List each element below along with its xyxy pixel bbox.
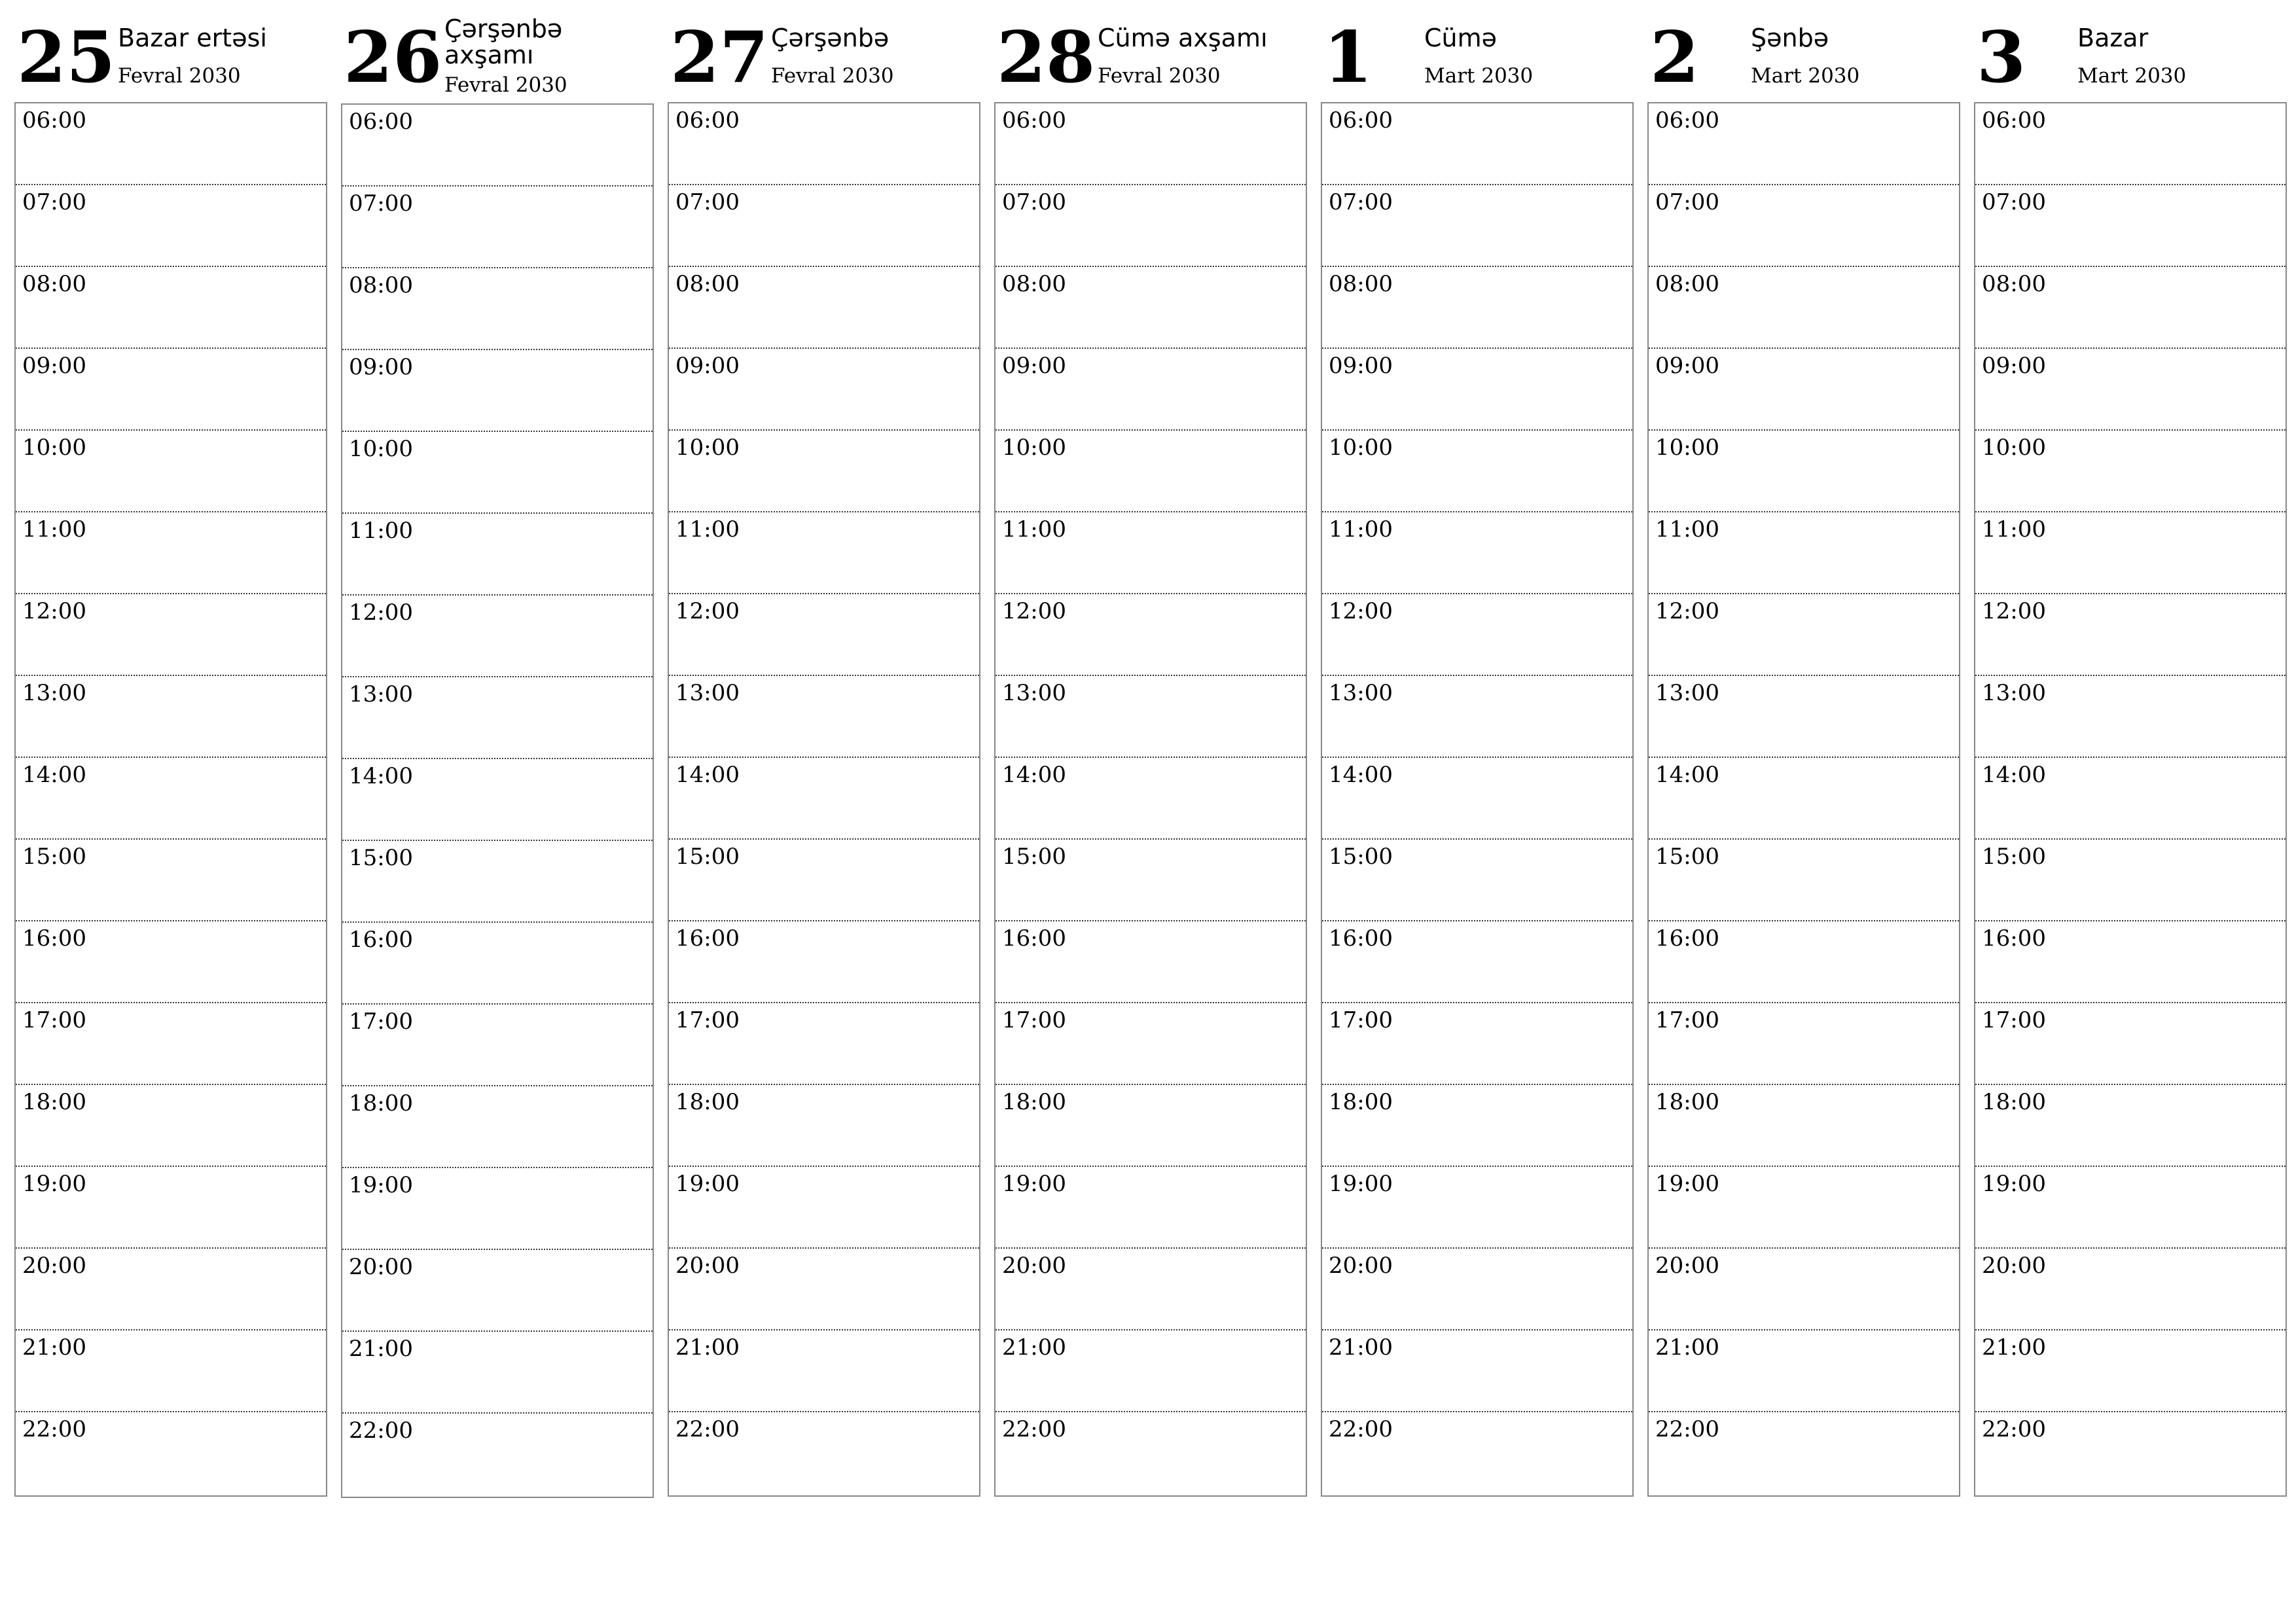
hour-label: 08:00	[1329, 271, 1393, 297]
hour-slot[interactable]	[1322, 1249, 1632, 1330]
hour-slot[interactable]	[996, 185, 1306, 267]
hour-slot[interactable]	[1322, 103, 1632, 185]
hour-slot[interactable]	[669, 840, 979, 921]
hour-label: 22:00	[22, 1416, 86, 1442]
hour-slot[interactable]	[1322, 758, 1632, 840]
hour-label: 11:00	[1329, 516, 1393, 543]
hour-slot[interactable]	[996, 512, 1306, 594]
hour-label: 10:00	[1329, 435, 1393, 461]
hour-slot[interactable]	[342, 596, 653, 677]
hour-label: 15:00	[1329, 844, 1393, 870]
hour-label: 19:00	[1329, 1171, 1393, 1197]
hour-label: 14:00	[1982, 762, 2046, 788]
hour-label: 10:00	[1982, 435, 2046, 461]
hour-label: 19:00	[22, 1171, 86, 1197]
hour-label: 14:00	[1329, 762, 1393, 788]
hour-label: 09:00	[1002, 353, 1066, 379]
hour-slot[interactable]	[1322, 185, 1632, 267]
hour-slot[interactable]	[1649, 758, 1959, 840]
hour-slot[interactable]	[1649, 103, 1959, 185]
hour-slot[interactable]	[1649, 349, 1959, 431]
hour-slot[interactable]	[342, 1250, 653, 1332]
hour-slot[interactable]	[1975, 1003, 2286, 1085]
hour-slot[interactable]	[669, 676, 979, 758]
hour-slot[interactable]	[996, 1085, 1306, 1167]
hour-label: 10:00	[22, 435, 86, 461]
hour-label: 10:00	[1002, 435, 1066, 461]
hour-label: 12:00	[1002, 598, 1066, 624]
hour-label: 22:00	[1329, 1416, 1393, 1442]
hour-label: 15:00	[1002, 844, 1066, 870]
hour-slot[interactable]	[1322, 1085, 1632, 1167]
hour-slot[interactable]	[1649, 1330, 1959, 1412]
hour-slot[interactable]	[669, 594, 979, 676]
hour-label: 22:00	[1002, 1416, 1066, 1442]
hour-label: 21:00	[1329, 1334, 1393, 1361]
hour-slot[interactable]	[996, 103, 1306, 185]
hour-slot[interactable]	[669, 431, 979, 512]
hour-slot[interactable]	[669, 921, 979, 1003]
hour-label: 20:00	[1655, 1253, 1719, 1279]
hour-label: 17:00	[1655, 1007, 1719, 1033]
hour-slot[interactable]	[669, 349, 979, 431]
hour-label: 20:00	[1002, 1253, 1066, 1279]
hour-slot[interactable]	[1975, 103, 2286, 185]
hour-slot[interactable]	[669, 758, 979, 840]
hour-label: 11:00	[1982, 516, 2046, 543]
hour-slot[interactable]	[1975, 185, 2286, 267]
day-month: Fevral 2030	[1098, 64, 1221, 88]
day-month: Mart 2030	[2077, 64, 2187, 88]
hour-slot[interactable]	[1649, 1412, 1959, 1494]
hour-label: 13:00	[22, 680, 86, 706]
hour-slot[interactable]	[1975, 1167, 2286, 1249]
hour-label: 13:00	[349, 681, 413, 707]
hour-label: 21:00	[349, 1336, 413, 1362]
hour-label: 07:00	[22, 189, 86, 215]
hour-slot[interactable]	[1649, 1085, 1959, 1167]
hour-slot[interactable]	[1322, 840, 1632, 921]
hour-slot[interactable]	[669, 267, 979, 349]
hour-label: 20:00	[675, 1253, 740, 1279]
day-header	[1647, 0, 1960, 98]
hour-slot[interactable]	[1649, 431, 1959, 512]
hour-label: 12:00	[675, 598, 740, 624]
day-name: Bazar ertəsi	[118, 24, 267, 52]
hour-slot[interactable]	[16, 921, 326, 1003]
hour-slot[interactable]	[1322, 921, 1632, 1003]
hour-label: 17:00	[675, 1007, 740, 1033]
hour-label: 16:00	[349, 927, 413, 953]
hour-label: 15:00	[1982, 844, 2046, 870]
hour-label: 07:00	[1002, 189, 1066, 215]
hour-slot[interactable]	[1975, 1412, 2286, 1494]
day-schedule-box	[1974, 102, 2287, 1497]
hour-slot[interactable]	[996, 676, 1306, 758]
hour-slot[interactable]	[996, 267, 1306, 349]
hour-label: 20:00	[1982, 1253, 2046, 1279]
hour-label: 10:00	[1655, 435, 1719, 461]
hour-slot[interactable]	[1322, 594, 1632, 676]
hour-slot[interactable]	[16, 1167, 326, 1249]
day-schedule-box	[341, 103, 654, 1498]
hour-label: 16:00	[675, 925, 740, 952]
hour-label: 21:00	[1982, 1334, 2046, 1361]
hour-slot[interactable]	[996, 431, 1306, 512]
hour-slot[interactable]	[342, 677, 653, 759]
hour-slot[interactable]	[16, 1003, 326, 1085]
hour-slot[interactable]	[996, 349, 1306, 431]
hour-slot[interactable]	[1322, 512, 1632, 594]
hour-slot[interactable]	[342, 923, 653, 1005]
hour-label: 17:00	[1329, 1007, 1393, 1033]
hour-slot[interactable]	[1322, 1003, 1632, 1085]
day-number: 25	[17, 16, 116, 99]
hour-slot[interactable]	[669, 1330, 979, 1412]
hour-label: 06:00	[1655, 107, 1719, 134]
hour-label: 07:00	[675, 189, 740, 215]
hour-label: 07:00	[349, 190, 413, 217]
hour-label: 13:00	[1655, 680, 1719, 706]
hour-label: 22:00	[1982, 1416, 2046, 1442]
day-name: Bazar	[2077, 24, 2149, 52]
hour-slot[interactable]	[16, 349, 326, 431]
day-schedule-box	[1321, 102, 1634, 1497]
hour-label: 06:00	[675, 107, 740, 134]
hour-slot[interactable]	[1649, 676, 1959, 758]
hour-label: 17:00	[1002, 1007, 1066, 1033]
hour-label: 17:00	[1982, 1007, 2046, 1033]
hour-slot[interactable]	[342, 1005, 653, 1086]
hour-label: 16:00	[1329, 925, 1393, 952]
hour-label: 11:00	[675, 516, 740, 543]
hour-label: 11:00	[22, 516, 86, 543]
hour-slot[interactable]	[669, 103, 979, 185]
day-name: Cümə	[1424, 24, 1498, 52]
hour-label: 08:00	[675, 271, 740, 297]
hour-label: 16:00	[1002, 925, 1066, 952]
hour-label: 06:00	[1329, 107, 1393, 134]
hour-slot[interactable]	[1649, 921, 1959, 1003]
hour-slot[interactable]	[996, 758, 1306, 840]
hour-label: 14:00	[22, 762, 86, 788]
day-schedule-box	[14, 102, 327, 1497]
hour-slot[interactable]	[669, 512, 979, 594]
hour-label: 19:00	[349, 1172, 413, 1198]
hour-label: 18:00	[1329, 1089, 1393, 1115]
day-number: 26	[344, 16, 442, 99]
hour-label: 21:00	[675, 1334, 740, 1361]
hour-slot[interactable]	[1975, 758, 2286, 840]
day-number: 2	[1650, 16, 1700, 99]
hour-label: 19:00	[1655, 1171, 1719, 1197]
hour-label: 14:00	[675, 762, 740, 788]
hour-label: 12:00	[22, 598, 86, 624]
day-header	[1974, 0, 2287, 98]
hour-slot[interactable]	[996, 1412, 1306, 1494]
hour-slot[interactable]	[342, 187, 653, 268]
hour-label: 08:00	[349, 272, 413, 298]
hour-label: 17:00	[22, 1007, 86, 1033]
hour-label: 22:00	[1655, 1416, 1719, 1442]
hour-label: 14:00	[1655, 762, 1719, 788]
hour-slot[interactable]	[342, 350, 653, 432]
hour-slot[interactable]	[16, 1330, 326, 1412]
hour-slot[interactable]	[342, 1414, 653, 1495]
hour-label: 09:00	[1329, 353, 1393, 379]
hour-label: 10:00	[675, 435, 740, 461]
hour-label: 22:00	[349, 1418, 413, 1444]
hour-label: 11:00	[1002, 516, 1066, 543]
day-month: Mart 2030	[1424, 64, 1534, 88]
hour-slot[interactable]	[669, 1412, 979, 1494]
hour-slot[interactable]	[16, 840, 326, 921]
hour-label: 18:00	[1002, 1089, 1066, 1115]
hour-slot[interactable]	[16, 758, 326, 840]
hour-slot[interactable]	[1322, 1412, 1632, 1494]
day-schedule-box	[668, 102, 980, 1497]
hour-slot[interactable]	[1322, 267, 1632, 349]
hour-slot[interactable]	[1975, 676, 2286, 758]
hour-slot[interactable]	[1975, 267, 2286, 349]
day-header	[994, 0, 1307, 98]
hour-slot[interactable]	[16, 594, 326, 676]
hour-slot[interactable]	[1322, 1167, 1632, 1249]
hour-label: 16:00	[22, 925, 86, 952]
day-month: Mart 2030	[1751, 64, 1860, 88]
hour-label: 13:00	[675, 680, 740, 706]
hour-slot[interactable]	[669, 1249, 979, 1330]
hour-label: 22:00	[675, 1416, 740, 1442]
hour-slot[interactable]	[996, 921, 1306, 1003]
hour-label: 09:00	[1982, 353, 2046, 379]
hour-slot[interactable]	[669, 1085, 979, 1167]
day-name: Cümə axşamı	[1098, 24, 1268, 52]
hour-slot[interactable]	[16, 1412, 326, 1494]
hour-slot[interactable]	[996, 1167, 1306, 1249]
day-schedule-box	[1647, 102, 1960, 1497]
hour-label: 15:00	[22, 844, 86, 870]
weekly-planner	[14, 0, 2291, 1623]
hour-label: 08:00	[1982, 271, 2046, 297]
hour-label: 15:00	[675, 844, 740, 870]
day-header	[341, 0, 654, 98]
hour-label: 15:00	[1655, 844, 1719, 870]
hour-label: 18:00	[1982, 1089, 2046, 1115]
hour-slot[interactable]	[16, 185, 326, 267]
hour-label: 21:00	[22, 1334, 86, 1361]
hour-slot[interactable]	[342, 268, 653, 350]
hour-slot[interactable]	[996, 1249, 1306, 1330]
hour-slot[interactable]	[669, 185, 979, 267]
hour-slot[interactable]	[1649, 1003, 1959, 1085]
hour-slot[interactable]	[342, 841, 653, 923]
hour-label: 14:00	[349, 763, 413, 789]
hour-label: 12:00	[1655, 598, 1719, 624]
day-name: Çərşənbə	[771, 24, 889, 52]
hour-label: 12:00	[349, 599, 413, 626]
hour-label: 06:00	[22, 107, 86, 134]
hour-label: 21:00	[1002, 1334, 1066, 1361]
hour-label: 18:00	[349, 1090, 413, 1116]
hour-slot[interactable]	[1649, 594, 1959, 676]
hour-slot[interactable]	[1975, 840, 2286, 921]
hour-slot[interactable]	[669, 1003, 979, 1085]
hour-slot[interactable]	[669, 1167, 979, 1249]
day-name: Çərşənbə axşamı	[444, 14, 563, 69]
hour-label: 06:00	[349, 109, 413, 135]
hour-label: 12:00	[1329, 598, 1393, 624]
day-month: Fevral 2030	[444, 73, 567, 97]
hour-label: 08:00	[22, 271, 86, 297]
hour-slot[interactable]	[1649, 512, 1959, 594]
hour-slot[interactable]	[996, 840, 1306, 921]
hour-label: 09:00	[675, 353, 740, 379]
hour-slot[interactable]	[342, 432, 653, 514]
hour-label: 11:00	[1655, 516, 1719, 543]
hour-label: 13:00	[1329, 680, 1393, 706]
hour-label: 16:00	[1655, 925, 1719, 952]
day-number: 28	[997, 16, 1096, 99]
hour-label: 14:00	[1002, 762, 1066, 788]
hour-slot[interactable]	[1649, 1167, 1959, 1249]
hour-slot[interactable]	[342, 759, 653, 841]
hour-label: 09:00	[22, 353, 86, 379]
hour-slot[interactable]	[342, 1086, 653, 1168]
hour-label: 20:00	[349, 1254, 413, 1280]
hour-slot[interactable]	[1975, 1085, 2286, 1167]
hour-slot[interactable]	[1649, 267, 1959, 349]
hour-label: 07:00	[1982, 189, 2046, 215]
day-month: Fevral 2030	[118, 64, 241, 88]
hour-label: 18:00	[1655, 1089, 1719, 1115]
hour-slot[interactable]	[16, 1249, 326, 1330]
hour-label: 13:00	[1002, 680, 1066, 706]
hour-label: 11:00	[349, 518, 413, 544]
hour-slot[interactable]	[342, 1168, 653, 1250]
day-header	[14, 0, 327, 98]
hour-label: 07:00	[1329, 189, 1393, 215]
hour-slot[interactable]	[996, 1330, 1306, 1412]
hour-slot[interactable]	[16, 431, 326, 512]
hour-slot[interactable]	[1322, 1330, 1632, 1412]
hour-slot[interactable]	[996, 1003, 1306, 1085]
hour-label: 19:00	[1002, 1171, 1066, 1197]
hour-slot[interactable]	[996, 594, 1306, 676]
hour-label: 08:00	[1655, 271, 1719, 297]
hour-slot[interactable]	[342, 514, 653, 596]
hour-slot[interactable]	[1975, 512, 2286, 594]
day-month: Fevral 2030	[771, 64, 894, 88]
hour-label: 19:00	[675, 1171, 740, 1197]
hour-slot[interactable]	[1975, 1330, 2286, 1412]
hour-label: 13:00	[1982, 680, 2046, 706]
hour-slot[interactable]	[1975, 594, 2286, 676]
hour-slot[interactable]	[1975, 431, 2286, 512]
hour-slot[interactable]	[1322, 431, 1632, 512]
hour-label: 09:00	[349, 354, 413, 380]
hour-slot[interactable]	[1975, 1249, 2286, 1330]
day-number: 1	[1323, 16, 1373, 99]
hour-slot[interactable]	[1649, 840, 1959, 921]
hour-slot[interactable]	[1975, 921, 2286, 1003]
hour-label: 19:00	[1982, 1171, 2046, 1197]
hour-label: 16:00	[1982, 925, 2046, 952]
hour-label: 12:00	[1982, 598, 2046, 624]
hour-label: 06:00	[1982, 107, 2046, 134]
hour-slot[interactable]	[342, 1332, 653, 1414]
hour-label: 20:00	[1329, 1253, 1393, 1279]
hour-slot[interactable]	[16, 512, 326, 594]
hour-slot[interactable]	[1649, 185, 1959, 267]
hour-label: 08:00	[1002, 271, 1066, 297]
hour-label: 18:00	[675, 1089, 740, 1115]
day-name: Şənbə	[1751, 24, 1829, 52]
hour-label: 18:00	[22, 1089, 86, 1115]
day-header	[668, 0, 980, 98]
hour-label: 20:00	[22, 1253, 86, 1279]
hour-slot[interactable]	[16, 1085, 326, 1167]
hour-label: 15:00	[349, 845, 413, 871]
day-schedule-box	[994, 102, 1307, 1497]
day-header	[1321, 0, 1634, 98]
hour-slot[interactable]	[342, 105, 653, 187]
day-number: 3	[1977, 16, 2026, 99]
hour-label: 17:00	[349, 1008, 413, 1035]
hour-slot[interactable]	[16, 267, 326, 349]
hour-label: 06:00	[1002, 107, 1066, 134]
hour-slot[interactable]	[16, 676, 326, 758]
day-number: 27	[670, 16, 769, 99]
hour-label: 21:00	[1655, 1334, 1719, 1361]
hour-slot[interactable]	[1975, 349, 2286, 431]
hour-label: 07:00	[1655, 189, 1719, 215]
hour-slot[interactable]	[1322, 349, 1632, 431]
hour-slot[interactable]	[16, 103, 326, 185]
hour-slot[interactable]	[1322, 676, 1632, 758]
hour-label: 10:00	[349, 436, 413, 462]
hour-slot[interactable]	[1649, 1249, 1959, 1330]
hour-label: 09:00	[1655, 353, 1719, 379]
